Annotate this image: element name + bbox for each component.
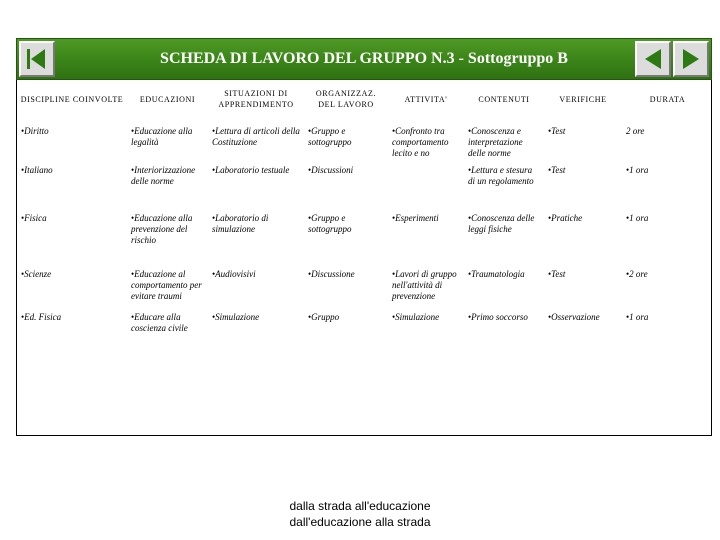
table-cell: • 1 ora <box>622 163 713 211</box>
table-cell: • Pratiche <box>544 211 622 267</box>
table-cell: • Test <box>544 118 622 163</box>
column-header: DURATA <box>649 94 686 104</box>
table-cell: • Lavori di gruppo nell'attività di prevenzione <box>388 267 464 310</box>
table-row <box>17 211 713 267</box>
table-cell: • Scienze <box>17 267 127 310</box>
table-row <box>17 267 713 310</box>
table-cell: • Fisica <box>17 211 127 267</box>
table-cell: • Gruppo e sottogruppo <box>304 118 388 163</box>
table-cell: • Educazione al comportamento per evitare traumi <box>127 267 208 310</box>
table-cell: • Italiano <box>17 163 127 211</box>
table-header-row <box>17 80 713 118</box>
worksheet-frame <box>16 80 712 436</box>
table-cell: • Gruppo <box>304 310 388 352</box>
table-cell: • Gruppo e sottogruppo <box>304 211 388 267</box>
table-cell: 2 ore <box>626 126 645 136</box>
table-row <box>17 118 713 163</box>
table-cell: • Diritto <box>17 118 127 163</box>
table-cell: • Educazione alla legalità <box>127 118 208 163</box>
footer-caption <box>0 498 720 530</box>
table-cell: • Test <box>544 267 622 310</box>
table-cell: • 1 ora <box>622 310 713 352</box>
table-cell: • Lettura di articoli della Costituzione <box>208 118 304 163</box>
column-header: ORGANIZZAZ. DEL LAVORO <box>315 89 377 109</box>
table-cell: • Simulazione <box>388 310 464 352</box>
table-cell: • Laboratorio testuale <box>208 163 304 211</box>
footer-line: dalla strada all'educazione <box>289 499 431 513</box>
table-cell: • 2 ore <box>622 267 713 310</box>
title-banner <box>16 38 712 80</box>
table-cell: • Educare alla coscienza civile <box>127 310 208 352</box>
table-cell: • Test <box>544 163 622 211</box>
table-cell: • Educazione alla prevenzione del rischio <box>127 211 208 267</box>
table-cell: • Interiorizzazione delle norme <box>127 163 208 211</box>
column-header: VERIFICHE <box>559 94 607 104</box>
table-cell: • Laboratorio di simulazione <box>208 211 304 267</box>
worksheet-table <box>17 80 713 352</box>
table-cell: • Simulazione <box>208 310 304 352</box>
column-header: CONTENUTI <box>478 94 530 104</box>
table-row <box>17 163 713 211</box>
column-header: EDUCAZIONI <box>139 94 196 104</box>
table-cell: • Esperimenti <box>388 211 464 267</box>
table-cell: • 1 ora <box>622 211 713 267</box>
table-cell <box>388 163 464 211</box>
column-header: ATTIVITA' <box>404 94 448 104</box>
table-cell: • Osservazione <box>544 310 622 352</box>
table-cell: • Primo soccorso <box>464 310 544 352</box>
table-cell: • Conoscenza e interpretazione delle norme <box>464 118 544 163</box>
table-cell: • Confronto tra comportamento lecito e no <box>388 118 464 163</box>
page-title: SCHEDA DI LAVORO DEL GRUPPO N.3 - Sottogruppo B <box>160 50 568 67</box>
table-cell: • Lettura e stesura di un regolamento <box>464 163 544 211</box>
column-header: SITUAZIONI DI APPRENDIMENTO <box>218 89 294 109</box>
table-cell: • Traumatologia <box>464 267 544 310</box>
table-cell: • Audiovisivi <box>208 267 304 310</box>
footer-line: dall'educazione alla strada <box>289 515 431 529</box>
table-cell: • Discussioni <box>304 163 388 211</box>
column-header: DISCIPLINE COINVOLTE <box>20 94 124 104</box>
table-cell: • Conoscenza delle leggi fisiche <box>464 211 544 267</box>
table-row <box>17 310 713 352</box>
table-cell: • Discussione <box>304 267 388 310</box>
table-cell: • Ed. Fisica <box>17 310 127 352</box>
